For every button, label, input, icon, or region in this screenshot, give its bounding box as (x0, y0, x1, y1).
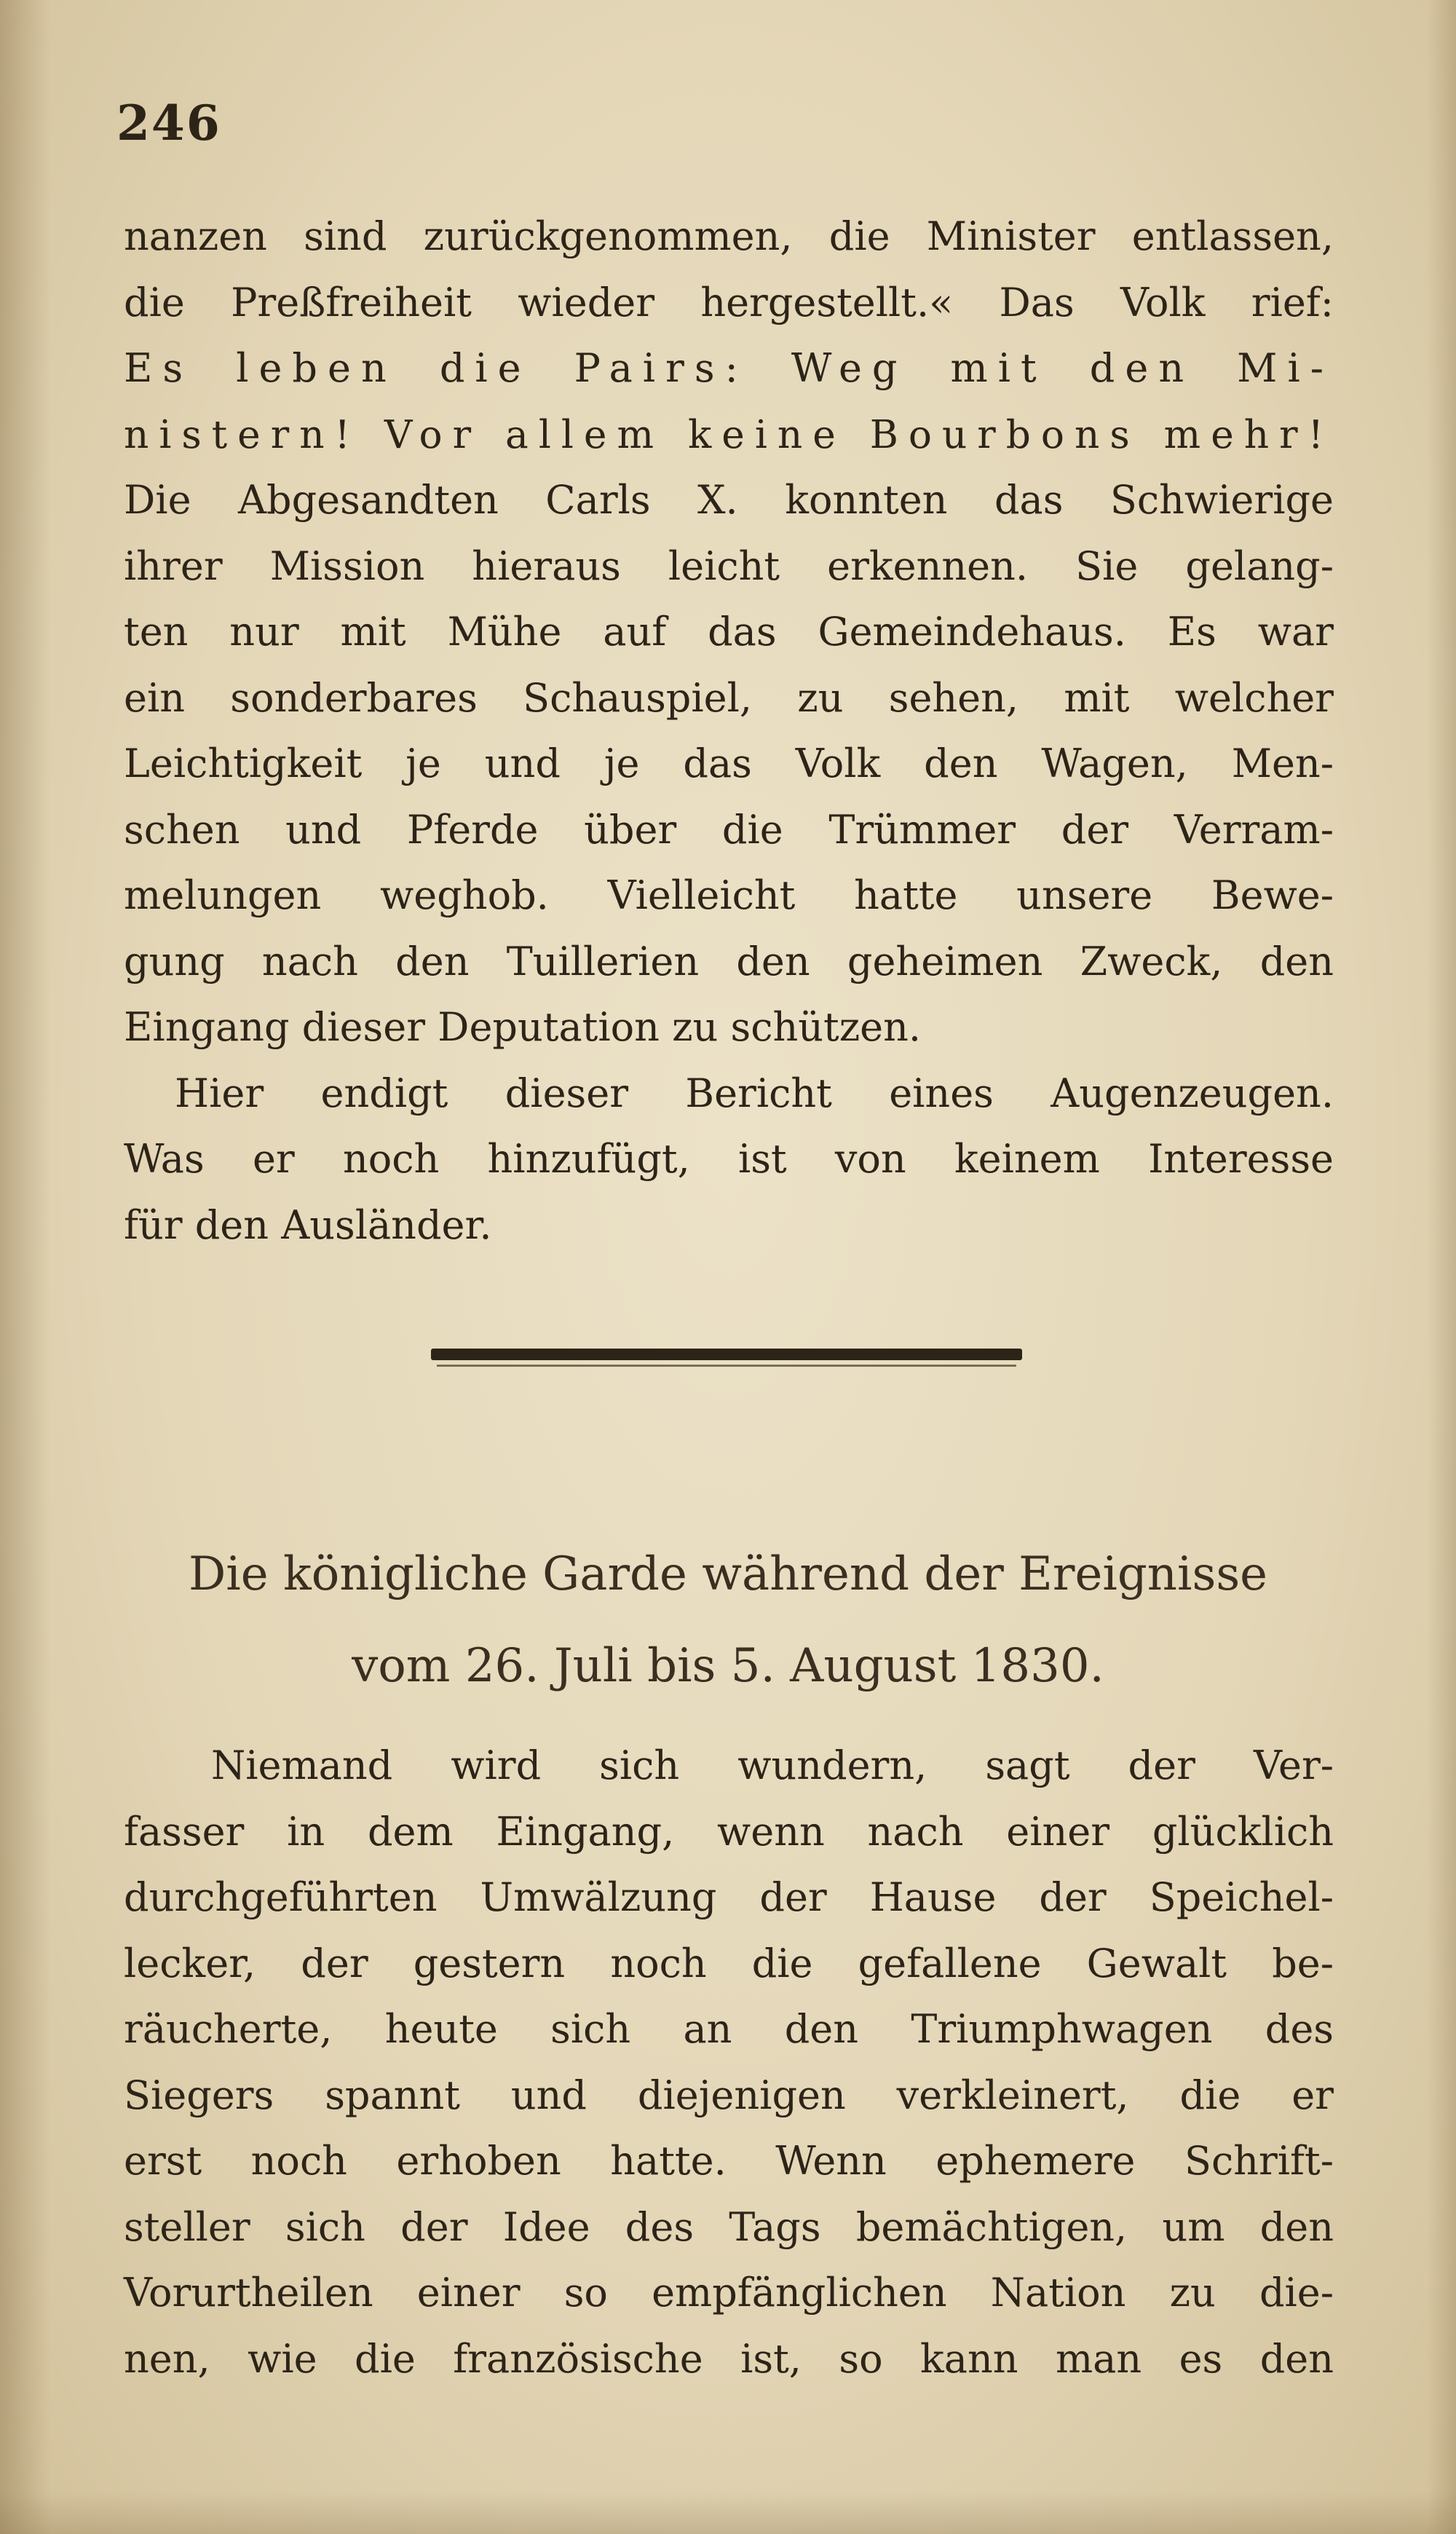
text-block-top (124, 204, 1334, 1258)
text-line: Siegers spannt und diejenigen verkleinert, die er (124, 2072, 1334, 2118)
text-line: Vorurtheilen einer so empfänglichen Nation zu die- (124, 2270, 1334, 2316)
text-line: für den Ausländer. (124, 1201, 492, 1248)
paragraph-start-line: Hier endigt dieser Bericht eines Augenzeugen. (175, 1070, 1334, 1116)
section-heading-line-2: vom 26. Juli bis 5. August 1830. (352, 1639, 1104, 1693)
text-line: die Preßfreiheit wieder hergestellt.« Das Volk rief: (124, 279, 1334, 325)
text-line: schen und Pferde über die Trümmer der Verram- (124, 806, 1334, 853)
text-line: ihrer Mission hieraus leicht erkennen. Sie gelang- (124, 542, 1334, 589)
text-line-spaced: Es leben die Pairs: Weg mit den Mi- (124, 345, 1334, 391)
paragraph-start-line: Niemand wird sich wundern, sagt der Ver- (211, 1742, 1334, 1788)
text-line: Die Abgesandten Carls X. konnten das Schwierige (124, 477, 1334, 523)
text-line: Leichtigkeit je und je das Volk den Wagen, Men- (124, 741, 1334, 786)
section-heading-line-1: Die königliche Garde während der Ereignisse (188, 1547, 1268, 1601)
text-line: ein sonderbares Schauspiel, zu sehen, mit welcher (124, 674, 1334, 721)
page-number: 246 (116, 95, 221, 151)
text-line-spaced: nistern! Vor allem keine Bourbons mehr! (124, 411, 1334, 457)
page-left-edge-shadow (0, 0, 51, 2534)
text-line: nen, wie die französische ist, so kann man es den (124, 2335, 1334, 2382)
text-line: Was er noch hinzufügt, ist von keinem Interesse (124, 1136, 1334, 1182)
text-line: räucherte, heute sich an den Triumphwagen des (124, 2006, 1334, 2052)
section-divider-thin-rule (437, 1365, 1016, 1367)
text-line: fasser in dem Eingang, wenn nach einer glücklich (124, 1808, 1334, 1855)
page-right-edge-shadow (1427, 0, 1456, 2534)
text-line: durchgeführten Umwälzung der Hause der Speichel- (124, 1874, 1334, 1920)
text-line: erst noch erhoben hatte. Wenn ephemere Schrift- (124, 2138, 1334, 2184)
page-bottom-edge-shadow (0, 2490, 1456, 2534)
text-line: gung nach den Tuillerien den geheimen Zweck, den (124, 938, 1334, 984)
text-line: ten nur mit Mühe auf das Gemeindehaus. Es war (124, 609, 1334, 655)
text-line: nanzen sind zurückgenommen, die Minister entlassen, (124, 213, 1334, 259)
text-line: lecker, der gestern noch die gefallene Gewalt be- (124, 1940, 1334, 1986)
text-line: Eingang dieser Deputation zu schützen. (124, 1004, 922, 1050)
text-line: steller sich der Idee des Tags bemächtigen, um den (124, 2203, 1334, 2250)
text-line: melungen weghob. Vielleicht hatte unsere Bewe- (124, 872, 1334, 918)
section-divider-rule (431, 1349, 1022, 1360)
text-block-bottom (124, 1733, 1334, 2392)
